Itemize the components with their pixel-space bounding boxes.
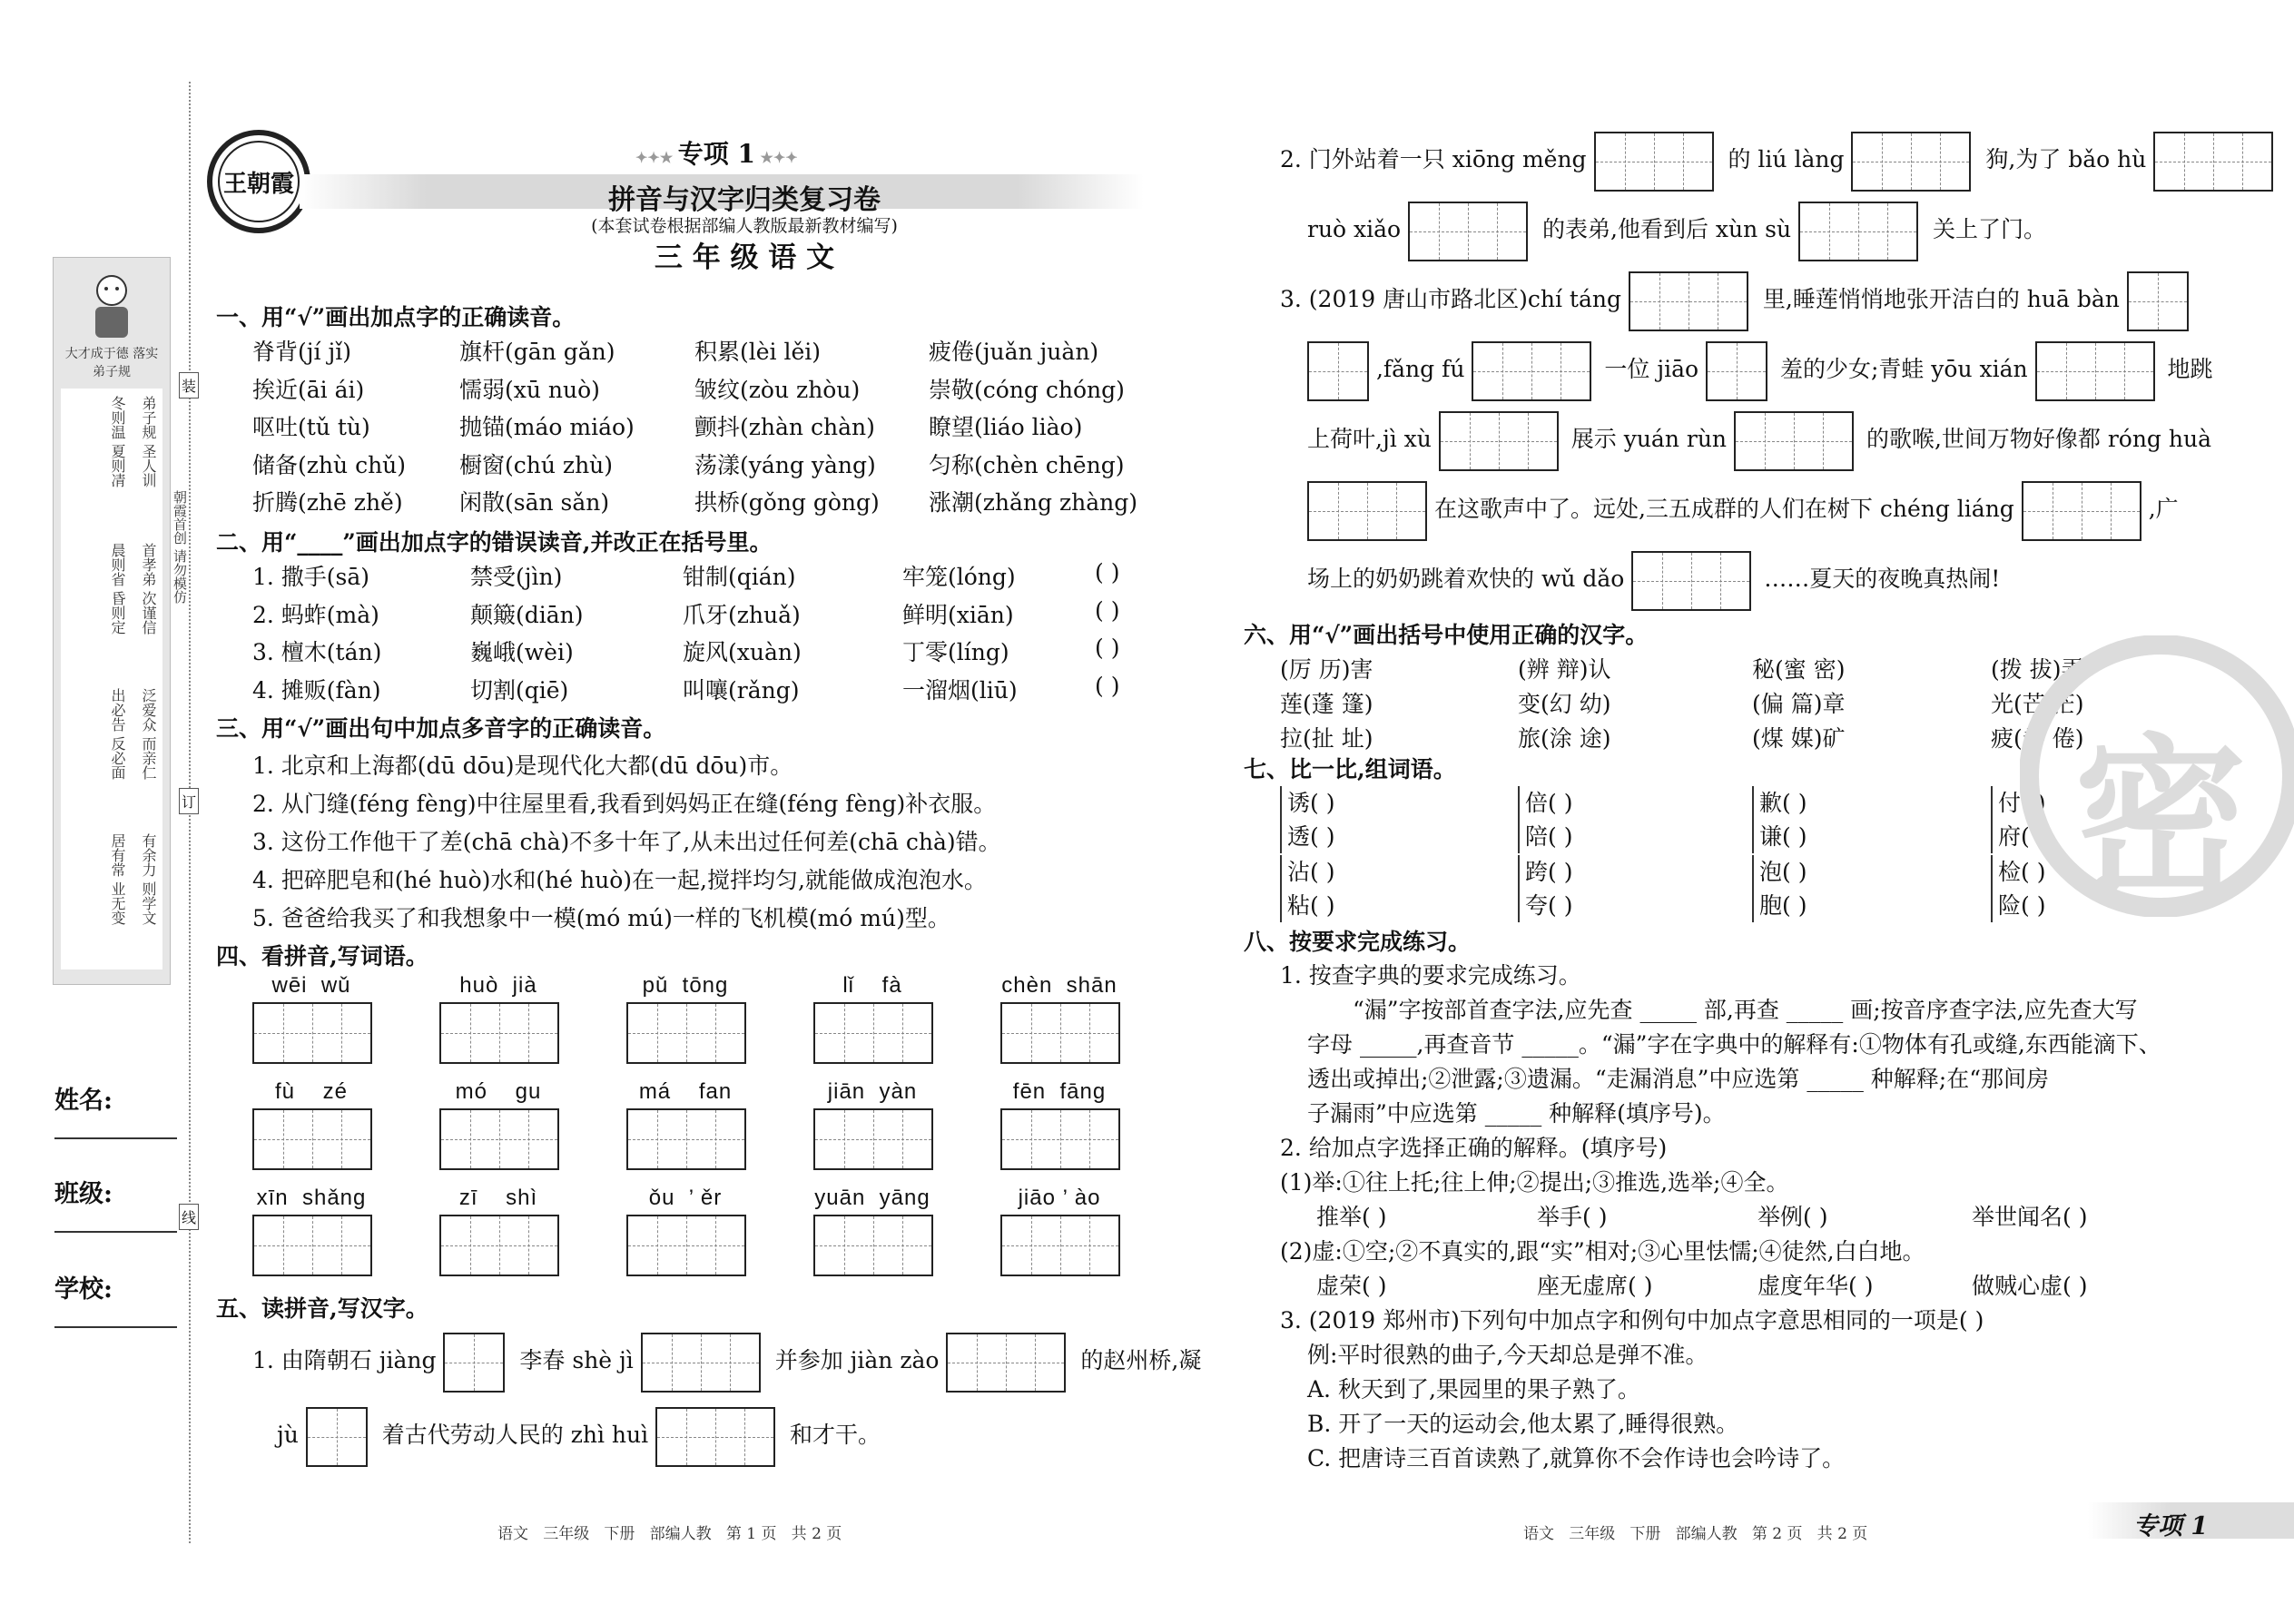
write-box[interactable] [1631, 551, 1751, 611]
pinyin-box-item [626, 1186, 744, 1276]
q6-item[interactable]: 旅(涂 途) [1518, 725, 1611, 752]
write-box[interactable] [252, 1002, 372, 1064]
pinyin-label: zī shì [458, 1186, 538, 1210]
edge-text: 朝霞首创 请勿模仿 [172, 490, 188, 604]
q8-option-b[interactable]: B. 开了一天的运动会,他太累了,睡得很熟。 [1307, 1411, 1739, 1437]
write-box[interactable] [252, 1108, 372, 1170]
q8-sub1: 1. 按查字典的要求完成练习。 [1280, 962, 1581, 989]
pinyin-label: ǒu ’ ěr [648, 1186, 723, 1210]
poem-col-left: 冬则温 夏则凊 [109, 396, 126, 488]
pinyin-label: pǔ tōng [642, 973, 729, 998]
q8-word[interactable]: 虚度年华( ) [1757, 1273, 1874, 1299]
write-box[interactable] [946, 1333, 1066, 1393]
q7-pair [1518, 855, 1572, 922]
q1-item[interactable]: 脊背(jí jǐ) [252, 339, 351, 365]
q2-item[interactable]: 叫嚷(rǎng) [683, 676, 800, 704]
pinyin-box-item [439, 1186, 557, 1276]
q8-word[interactable]: 虚荣( ) [1316, 1273, 1387, 1299]
q2-item[interactable]: 颠簸(diān) [470, 601, 584, 628]
pinyin-box-item [252, 973, 370, 1064]
q7-pair [1280, 786, 1334, 853]
q1-item[interactable]: 拱桥(gǒng gòng) [694, 489, 880, 516]
write-box[interactable] [626, 1002, 746, 1064]
q8-word[interactable]: 举手( ) [1537, 1204, 1608, 1230]
q8-xu-def: (2)虚:①空;②不真实的,跟“实”相对;③心里怯懦;④徒然,白白地。 [1280, 1238, 1925, 1265]
q6-item[interactable]: 秘(蜜 密) [1752, 656, 1846, 683]
r5-text: ruò xiǎo [1307, 216, 1402, 242]
header-tag-text: 专项 1 [677, 139, 755, 169]
q8-option-a[interactable]: A. 秋天到了,果园里的果子熟了。 [1307, 1376, 1640, 1403]
pinyin-label: wēi wǔ [271, 973, 351, 998]
q1-item[interactable]: 闲散(sān sǎn) [459, 489, 610, 516]
q4-title: 四、看拼音,写词语。 [216, 943, 428, 969]
write-box[interactable] [641, 1333, 761, 1393]
r5-text: ……夏天的夜晚真热闹! [1764, 566, 2001, 592]
write-box[interactable] [306, 1407, 368, 1467]
q6-item[interactable]: 拉(扯 址) [1280, 725, 1373, 752]
q5-text: 1. 由隋朝石 jiàng [252, 1347, 437, 1373]
write-box[interactable] [2035, 341, 2155, 401]
q1-item[interactable]: 积累(lèi lěi) [694, 339, 822, 365]
q8-ju-def: (1)举:①往上托;往上伸;②提出;③推选,选举;④全。 [1280, 1169, 1789, 1196]
write-box[interactable] [1851, 132, 1971, 192]
q8-sub2: 2. 给加点字选择正确的解释。(填序号) [1280, 1135, 1668, 1161]
r5-text: 狗,为了 bǎo hù [1985, 146, 2147, 172]
write-box[interactable] [1000, 1002, 1120, 1064]
q1-item[interactable]: 崇敬(cóng chóng) [929, 376, 1125, 403]
pinyin-box-item [813, 1079, 931, 1170]
write-box[interactable] [1734, 411, 1854, 471]
q7-item[interactable]: 府( ) [1998, 823, 2046, 850]
q8-title: 八、按要求完成练习。 [1244, 929, 1472, 955]
q1-item[interactable]: 橱窗(chú zhù) [459, 451, 614, 478]
q2-item[interactable]: 1. 撒手(sā) [252, 564, 370, 590]
q1-item[interactable]: 储备(zhù chǔ) [252, 451, 407, 478]
pinyin-label: fēn fāng [1012, 1079, 1107, 1104]
q7-item[interactable]: 倍( ) [1525, 790, 1573, 816]
q8-word[interactable]: 举例( ) [1757, 1204, 1828, 1230]
q7-pair [1518, 786, 1572, 853]
pinyin-label: fù zé [274, 1079, 349, 1104]
footer-left: 语文 三年级 下册 部编人教 第 1 页 共 2 页 [497, 1525, 842, 1543]
q1-item[interactable]: 旗杆(gān gǎn) [459, 339, 615, 365]
r5-text: ,fǎng fú [1375, 356, 1465, 382]
write-box[interactable] [626, 1108, 746, 1170]
paper-grade: 三 年 级 语 文 [654, 241, 835, 274]
q7-item[interactable]: 沾( ) [1287, 859, 1335, 885]
write-box[interactable] [655, 1407, 775, 1467]
q2-item[interactable]: 2. 蚂蚱(mà) [252, 601, 379, 628]
q8-word[interactable]: 举世闻名( ) [1972, 1204, 2088, 1230]
write-box[interactable] [813, 1108, 933, 1170]
q5-line-1 [252, 1331, 1201, 1391]
q7-pair [1280, 855, 1334, 922]
poem-col-left-2: 晨则省 昏则定 [109, 543, 126, 635]
q6-item[interactable]: 光(芒 茫) [1991, 691, 2084, 717]
q6-title: 六、用“√”画出括号中使用正确的汉字。 [1244, 622, 1649, 648]
write-box[interactable] [2022, 481, 2141, 541]
write-box[interactable] [252, 1215, 372, 1276]
q1-item[interactable]: 疲倦(juǎn juàn) [929, 339, 1099, 365]
pinyin-box-item [439, 1079, 557, 1170]
q1-item[interactable]: 挨近(āi ái) [252, 376, 365, 403]
r5-line-7 [1307, 549, 2000, 609]
q8-xu-words [1316, 1268, 2224, 1301]
answer-paren[interactable]: ( ) [1095, 672, 1120, 699]
poem-col-right-3: 泛爱众 而亲仁 [140, 688, 157, 781]
q2-grid [252, 559, 1160, 710]
r5-text: 展示 yuán rùn [1570, 426, 1728, 452]
q2-item[interactable]: 切割(qiē) [470, 676, 569, 704]
write-box[interactable] [1307, 481, 1427, 541]
pinyin-label: huò jià [459, 973, 537, 998]
q8-word[interactable]: 做贼心虚( ) [1972, 1273, 2088, 1299]
q2-item[interactable]: 牢笼(lóng) [902, 564, 1016, 590]
q2-item[interactable]: 4. 摊贩(fàn) [252, 676, 381, 704]
q7-item[interactable]: 胞( ) [1759, 892, 1807, 919]
answer-paren[interactable]: ( ) [1095, 559, 1120, 586]
q2-row [252, 635, 1160, 673]
q1-item[interactable]: 涨潮(zhǎng zhàng) [929, 489, 1138, 516]
q5-text: 并参加 jiàn zào [774, 1347, 940, 1373]
q2-row [252, 559, 1160, 597]
q3-sentence-2[interactable]: 2. 从门缝(féng fèng)中往屋里看,我看到妈妈正在缝(féng fèng)补衣服。 [252, 791, 997, 817]
r5-text: 羞的少女;青蛙 yōu xián [1779, 356, 2028, 382]
write-box[interactable] [439, 1215, 559, 1276]
corner-tag-text: 专项 1 [2133, 1512, 2209, 1540]
pinyin-box-item [1000, 1186, 1118, 1276]
poem-col-left-4: 居有常 业无变 [109, 833, 126, 926]
pinyin-label: má fan [638, 1079, 733, 1104]
pinyin-label: xīn shǎng [256, 1186, 367, 1210]
q2-row [252, 597, 1160, 635]
cut-label-1: 装 [179, 372, 199, 399]
r5-text: 的 liú làng [1728, 146, 1845, 172]
q6-item[interactable]: 疲(卷 倦) [1991, 725, 2084, 752]
r5-line-5 [1307, 409, 2211, 469]
q1-item[interactable]: 呕吐(tǔ tù) [252, 414, 370, 440]
q1-item[interactable]: 折腾(zhē zhě) [252, 489, 403, 516]
q7-item[interactable]: 透( ) [1287, 823, 1335, 850]
q5-title: 五、读拼音,写汉字。 [216, 1295, 428, 1322]
poem-col-right-2: 首孝弟 次谨信 [140, 543, 157, 635]
pinyin-box-item [813, 973, 931, 1064]
write-box[interactable] [813, 1215, 933, 1276]
r5-text: 2. 门外站着一只 xiōng měng [1280, 146, 1587, 172]
q1-item[interactable]: 颤抖(zhàn chàn) [694, 414, 875, 440]
write-box[interactable] [1472, 341, 1591, 401]
q2-item[interactable]: 钳制(qián) [683, 564, 796, 590]
q1-row [252, 448, 1160, 486]
q7-item[interactable]: 检( ) [1998, 859, 2046, 885]
pinyin-box-item [1000, 973, 1118, 1064]
r5-line-4 [1307, 340, 2213, 399]
r5-line-2 [1307, 200, 2046, 260]
write-box[interactable] [626, 1215, 746, 1276]
q7-item[interactable]: 歉( ) [1759, 790, 1807, 816]
q6-item[interactable]: 莲(蓬 篷) [1280, 691, 1373, 717]
corner-tag [2088, 1502, 2294, 1539]
write-box[interactable] [1408, 202, 1528, 261]
pinyin-label: jiān yàn [827, 1079, 918, 1104]
write-box[interactable] [1439, 411, 1559, 471]
q2-item[interactable]: 3. 檀木(tán) [252, 639, 382, 665]
write-box[interactable] [1706, 341, 1767, 401]
pinyin-box-item [813, 1186, 931, 1276]
q1-item[interactable]: 荡漾(yáng yàng) [694, 451, 876, 478]
logo-text: 王朝霞 [222, 171, 294, 198]
r5-text: 里,睡莲悄悄地张开洁白的 huā bàn [1762, 286, 2120, 312]
q7-pair [1752, 786, 1807, 853]
answer-paren[interactable]: ( ) [1095, 596, 1120, 624]
r5-text: 的表弟,他看到后 xùn sù [1542, 216, 1792, 242]
q5-line-2 [277, 1405, 881, 1465]
q7-item[interactable]: 谦( ) [1759, 823, 1807, 850]
cut-label-3: 线 [179, 1204, 199, 1230]
r5-text: 在这歌声中了。远处,三五成群的人们在树下 chéng liáng [1433, 496, 2014, 522]
mascot-icon [84, 271, 139, 343]
q8-ju-words [1316, 1199, 2224, 1232]
q1-item[interactable]: 瞭望(liáo liào) [929, 414, 1083, 440]
pinyin-label: jiāo ’ ào [1018, 1186, 1101, 1210]
q8-para-3[interactable]: 透出或掉出;②泄露;③遗漏。“走漏消息”中应选第 _____ 种解释;在“那间房 [1307, 1066, 2050, 1092]
q1-item[interactable]: 皱纹(zòu zhòu) [694, 376, 861, 403]
write-box[interactable] [2153, 132, 2273, 192]
school-label: 学校: [54, 1275, 113, 1304]
q1-row [252, 485, 1160, 523]
q7-item[interactable]: 诱( ) [1287, 790, 1335, 816]
r5-text: 的歌喉,世间万物好像都 róng huà [1866, 426, 2211, 452]
r5-text: 上荷叶,jì xù [1307, 426, 1432, 452]
paper-title: 拼音与汉字归类复习卷 [608, 184, 881, 216]
r5-line-6 [1307, 479, 2179, 539]
stamp-text: 密 [2073, 717, 2247, 920]
write-box[interactable] [1000, 1215, 1120, 1276]
pinyin-box-item [1000, 1079, 1118, 1170]
q8-para-1[interactable]: “漏”字按部首查字法,应先查 _____ 部,再查 _____ 画;按音序查字法,应先查大写 [1353, 997, 2138, 1023]
q6-item[interactable]: (辨 辩)认 [1518, 656, 1611, 683]
q8-para-4[interactable]: 子漏雨”中应选第 _____ 种解释(填序号)。 [1307, 1100, 1726, 1127]
pinyin-box-item [626, 973, 744, 1064]
answer-paren[interactable]: ( ) [1095, 635, 1120, 661]
q2-item[interactable]: 旋风(xuàn) [683, 639, 802, 665]
q7-item[interactable]: 付( ) [1998, 790, 2046, 816]
q5-text: jù [277, 1422, 299, 1448]
r5-line-1 [1280, 130, 2273, 190]
q5-text: 着古代劳动人民的 zhì huì [381, 1422, 649, 1448]
q3-sentence-3[interactable]: 3. 这份工作他干了差(chā chà)不多十年了,从未出过任何差(chā chà)错。 [252, 829, 1001, 855]
q8-sub3[interactable]: 3. (2019 郑州市)下列句中加点字和例句中加点字意思相同的一项是( ) [1280, 1307, 1984, 1334]
q2-item[interactable]: 一溜烟(liū) [902, 676, 1018, 704]
write-box[interactable] [1307, 341, 1369, 401]
sidebar-panel [53, 257, 171, 985]
q5-text: 和才干。 [790, 1422, 881, 1448]
pinyin-label: mó gu [455, 1079, 542, 1104]
q2-item[interactable]: 巍峨(wèi) [470, 639, 574, 665]
q2-item[interactable]: 禁受(jìn) [470, 564, 563, 590]
q3-sentence-4[interactable]: 4. 把碎肥皂和(hé huò)水和(hé huò)在一起,搅拌均匀,就能做成泡泡水。 [252, 867, 987, 893]
sidebar-poem [61, 389, 162, 969]
q3-sentence-5[interactable]: 5. 爸爸给我买了和我想象中一模(mó mú)一样的飞机模(mó mú)型。 [252, 905, 950, 931]
q8-example: 例:平时很熟的曲子,今天却总是弹不准。 [1307, 1342, 1708, 1368]
q1-row [252, 334, 1160, 372]
class-field[interactable] [54, 1174, 177, 1233]
q7-item[interactable]: 泡( ) [1759, 859, 1807, 885]
q7-item[interactable]: 跨( ) [1525, 859, 1573, 885]
q5-text: 的赵州桥,凝 [1080, 1347, 1202, 1373]
secret-stamp-icon [2020, 635, 2294, 920]
q6-item[interactable]: (厉 历)害 [1280, 656, 1373, 683]
q2-title: 二、用“____”画出加点字的错误读音,并改正在括号里。 [216, 529, 773, 556]
q6-item[interactable]: 变(幻 幼) [1518, 691, 1611, 717]
write-box[interactable] [439, 1002, 559, 1064]
q1-item[interactable]: 懦弱(xū nuò) [459, 376, 600, 403]
write-box[interactable] [1000, 1108, 1120, 1170]
q7-item[interactable]: 粘( ) [1287, 892, 1335, 919]
footer-right: 语文 三年级 下册 部编人教 第 2 页 共 2 页 [1523, 1525, 1868, 1543]
q7-item[interactable]: 夸( ) [1525, 892, 1573, 919]
logo [204, 127, 313, 236]
q8-option-c[interactable]: C. 把唐诗三百首读熟了,就算你不会作诗也会吟诗了。 [1307, 1445, 1846, 1471]
poem-col-left-3: 出必告 反必面 [109, 688, 126, 781]
paper-subtitle: (本套试卷根据部编人教版最新教材编写) [591, 216, 898, 236]
q8-word[interactable]: 推举( ) [1316, 1204, 1387, 1230]
r5-text: 关上了门。 [1933, 216, 2047, 242]
q6-item[interactable]: (拨 拔)弄 [1991, 656, 2084, 683]
q1-row [252, 409, 1160, 448]
r5-text: ,广 [2148, 496, 2179, 522]
r5-line-3 [1280, 270, 2189, 330]
write-box[interactable] [1798, 202, 1918, 261]
pinyin-box-item [252, 1186, 370, 1276]
q7-pair [1752, 855, 1807, 922]
r5-text: 地跳 [2167, 356, 2213, 382]
q2-item[interactable]: 爪牙(zhuǎ) [683, 601, 801, 628]
q2-row [252, 673, 1160, 711]
r5-text: 3. (2019 唐山市路北区)chí táng [1280, 286, 1621, 312]
q7-title: 七、比一比,组词语。 [1244, 756, 1456, 782]
header-tag: ✦✦★ 专项 1 ★✦✦ [635, 139, 798, 169]
write-box[interactable] [443, 1333, 505, 1393]
write-box[interactable] [813, 1002, 933, 1064]
q1-title: 一、用“√”画出加点字的正确读音。 [216, 304, 576, 330]
q2-item[interactable]: 丁零(líng) [902, 639, 1009, 665]
name-label: 姓名: [54, 1087, 113, 1115]
q6-item[interactable]: (偏 篇)章 [1752, 691, 1846, 717]
poem-col-right: 弟子规 圣人训 [140, 396, 157, 488]
pinyin-label: yuān yāng [814, 1186, 930, 1210]
q1-grid [252, 334, 1160, 523]
q1-item[interactable]: 匀称(chèn chēng) [929, 451, 1125, 478]
class-label: 班级: [54, 1180, 113, 1208]
q8-word[interactable]: 座无虚席( ) [1537, 1273, 1653, 1299]
cut-label-2: 订 [179, 788, 199, 814]
poem-col-right-4: 有余力 则学文 [140, 833, 157, 926]
q7-item[interactable]: 险( ) [1998, 892, 2046, 919]
school-field[interactable] [54, 1269, 177, 1328]
r5-text: 场上的奶奶跳着欢快的 wǔ dǎo [1307, 566, 1625, 592]
write-box[interactable] [2127, 271, 2189, 331]
pinyin-box-item [439, 973, 557, 1064]
q6-item[interactable]: (煤 媒)矿 [1752, 725, 1846, 752]
q1-row [252, 372, 1160, 410]
pinyin-box-item [252, 1079, 370, 1170]
pinyin-label: lǐ fà [842, 973, 902, 998]
sidebar-motto: 大才成于德 落实弟子规 [64, 347, 159, 379]
q8-para-2[interactable]: 字母 _____,再查音节 _____。“漏”字在字典中的解释有:①物体有孔或缝,东西能滴下、 [1307, 1031, 2161, 1058]
r5-text: 一位 jiāo [1604, 356, 1699, 382]
write-box[interactable] [1594, 132, 1714, 192]
q3-title: 三、用“√”画出句中加点多音字的正确读音。 [216, 715, 666, 742]
q5-text: 李春 shè jì [519, 1347, 634, 1373]
pinyin-box-item [626, 1079, 744, 1170]
q1-item[interactable]: 抛锚(máo miáo) [459, 414, 635, 440]
q3-sentence-1[interactable]: 1. 北京和上海都(dū dōu)是现代化大都(dū dōu)市。 [252, 753, 793, 779]
q7-item[interactable]: 陪( ) [1525, 823, 1573, 850]
pinyin-label: chèn shān [1001, 973, 1117, 998]
write-box[interactable] [439, 1108, 559, 1170]
q2-item[interactable]: 鲜明(xiān) [902, 601, 1014, 628]
write-box[interactable] [1629, 271, 1748, 331]
name-field[interactable] [54, 1080, 177, 1139]
